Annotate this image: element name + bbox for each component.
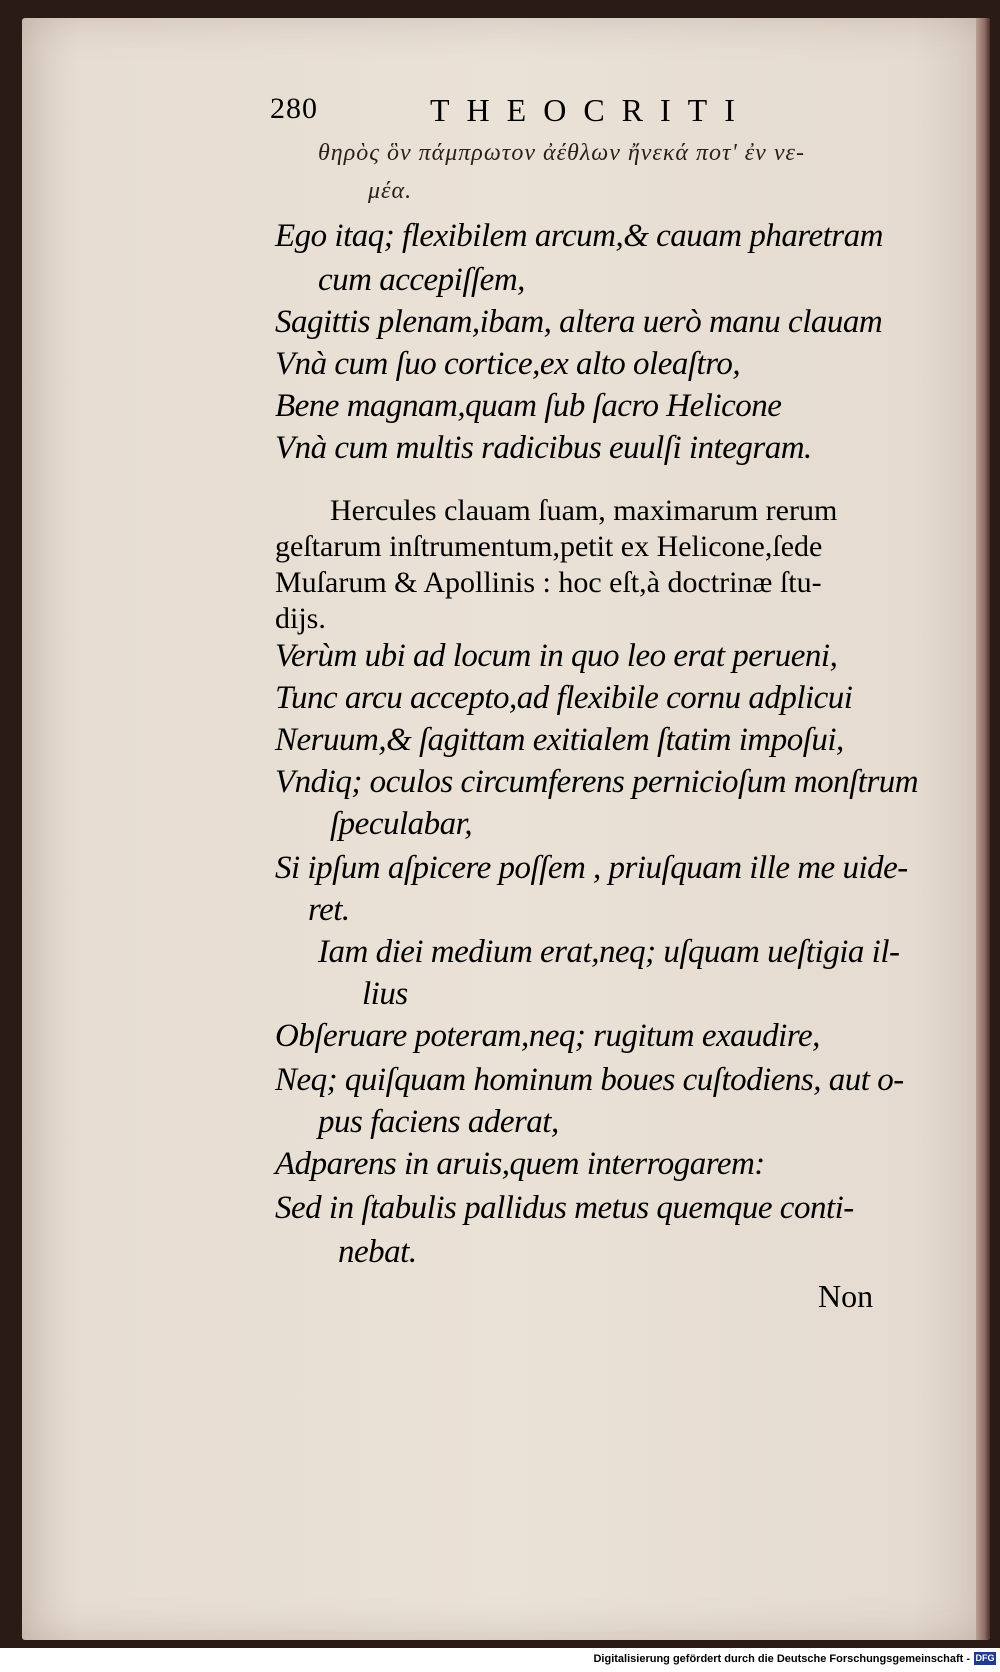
verse-line: nebat.: [338, 1234, 417, 1270]
running-head: [270, 92, 910, 132]
verse-line: Bene magnam,quam ſub ſacro Helicone: [275, 388, 782, 424]
dfg-credit: Digitalisierung gefördert durch die Deutsche Forschungsgemeinschaft -: [593, 1653, 970, 1665]
verse-line: Sed in ſtabulis pallidus metus quemque conti-: [275, 1190, 854, 1226]
verse-line: Vnà cum ſuo cortice,ex alto oleaſtro,: [275, 346, 741, 382]
verse-line: Tunc arcu accepto,ad flexibile cornu adplicui: [275, 680, 853, 716]
greek-line-2: μέα.: [368, 178, 413, 204]
verse-line: Obſeruare poteram,neq; rugitum exaudire,: [275, 1018, 820, 1054]
commentary-line: dijs.: [275, 602, 326, 635]
verse-line: cum accepiſſem,: [318, 262, 525, 298]
verse-line: Neq; quiſquam hominum boues cuſtodiens, aut o-: [275, 1062, 904, 1098]
verse-line: lius: [362, 976, 408, 1012]
running-title: THEOCRITI: [430, 92, 752, 128]
greek-line-1: θηρὸς ὃν πάμπρωτον ἀέθλων ἤνεκά ποτ' ἐν νε-: [318, 140, 805, 166]
commentary-line: Muſarum & Apollinis : hoc eſt,à doctrinæ ſtu-: [275, 566, 822, 599]
verse-line: pus faciens aderat,: [318, 1104, 559, 1140]
page-edge: [976, 18, 990, 1640]
verse-line: Si ipſum aſpicere poſſem , priuſquam ille me uide-: [275, 850, 908, 886]
verse-line: ret.: [308, 892, 350, 928]
verse-line: ſpeculabar,: [330, 806, 473, 842]
verse-line: Vndiq; oculos circumferens pernicioſum monſtrum: [275, 764, 919, 800]
catchword: Non: [818, 1278, 874, 1314]
commentary-line: Hercules clauam ſuam, maximarum rerum: [330, 494, 838, 527]
verse-line: Verùm ubi ad locum in quo leo erat perueni,: [275, 638, 838, 674]
dfg-logo-icon: DFG: [975, 1653, 995, 1663]
verse-line: Iam diei medium erat,neq; uſquam ueſtigia il-: [318, 934, 900, 970]
verse-line: Adparens in aruis,quem interrogarem:: [275, 1146, 765, 1182]
verse-line: Ego itaq; flexibilem arcum,& cauam pharetram: [275, 218, 883, 254]
commentary-line: geſtarum inſtrumentum,petit ex Helicone,ſede: [275, 530, 823, 563]
page-number: 280: [270, 92, 318, 125]
verse-line: Sagittis plenam,ibam, altera uerò manu clauam: [275, 304, 883, 340]
verse-line: Vnà cum multis radicibus euulſi integram.: [275, 430, 812, 466]
verse-line: Neruum,& ſagittam exitialem ſtatim impoſui,: [275, 722, 844, 758]
